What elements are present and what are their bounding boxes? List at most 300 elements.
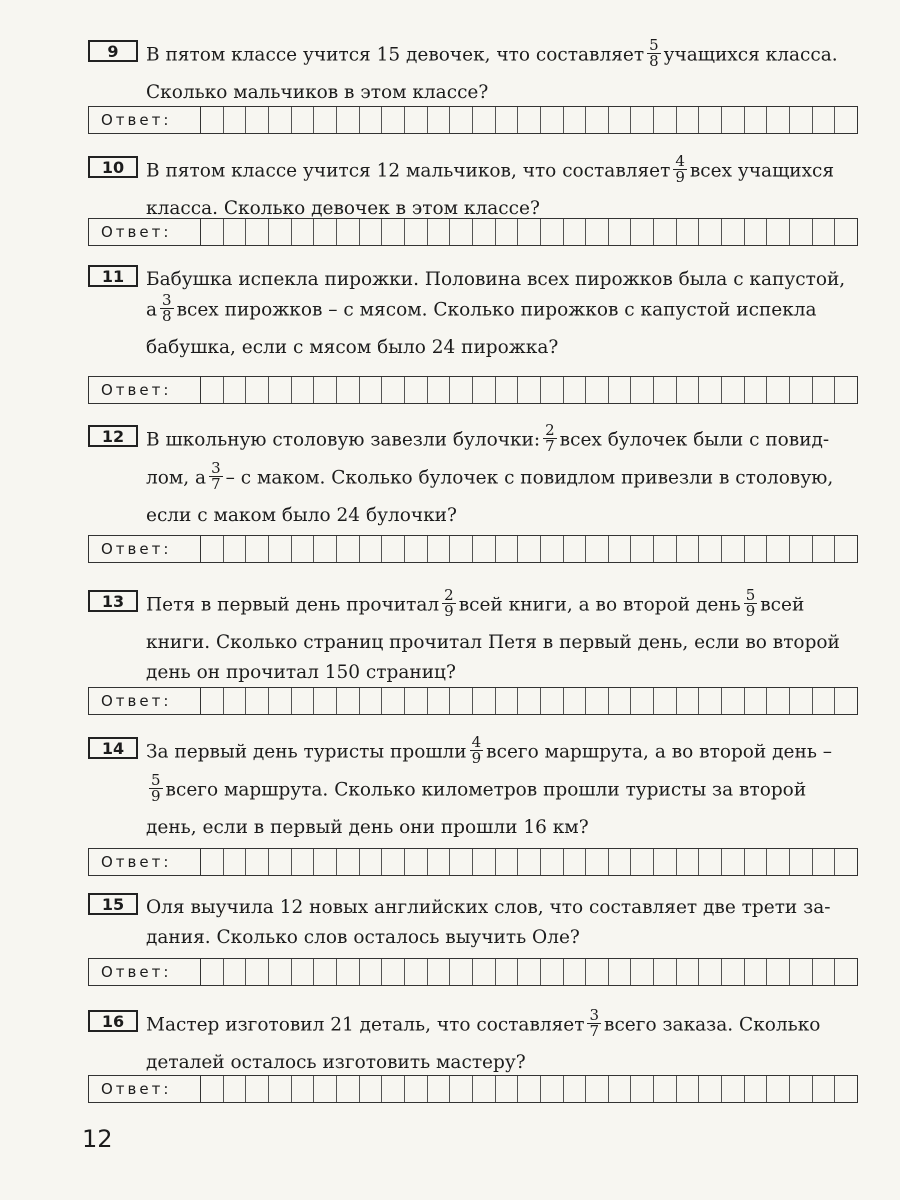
answer-cell[interactable] bbox=[745, 219, 768, 245]
problem-number: 10 bbox=[88, 156, 138, 178]
answer-cell[interactable] bbox=[269, 688, 292, 714]
answer-cell[interactable] bbox=[496, 219, 519, 245]
answer-cell[interactable] bbox=[360, 377, 383, 403]
problem-number: 14 bbox=[88, 737, 138, 759]
answer-cell[interactable] bbox=[246, 849, 269, 875]
fraction-denominator: 7 bbox=[211, 475, 221, 493]
answer-cell[interactable] bbox=[564, 219, 587, 245]
answer-cell[interactable] bbox=[790, 107, 813, 133]
answer-cell[interactable] bbox=[246, 377, 269, 403]
answer-cell[interactable] bbox=[292, 849, 315, 875]
text-segment: Бабушка испекла пирожки. Половина всех пирожков была с капустой, bbox=[146, 269, 846, 290]
answer-cell[interactable] bbox=[382, 1076, 405, 1102]
answer-cell[interactable] bbox=[699, 849, 722, 875]
answer-cell[interactable] bbox=[337, 219, 360, 245]
answer-cell[interactable] bbox=[745, 107, 768, 133]
answer-cell[interactable] bbox=[360, 849, 383, 875]
answer-cell[interactable] bbox=[518, 107, 541, 133]
answer-cell[interactable] bbox=[428, 377, 451, 403]
fraction-denominator: 9 bbox=[471, 749, 482, 767]
answer-cell[interactable] bbox=[382, 849, 405, 875]
answer-cell[interactable] bbox=[337, 377, 360, 403]
answer-cell[interactable] bbox=[609, 849, 632, 875]
answer-cell[interactable] bbox=[654, 219, 677, 245]
problem-text bbox=[146, 893, 863, 953]
answer-cell[interactable] bbox=[224, 849, 247, 875]
fraction-denominator: 8 bbox=[162, 307, 172, 325]
answer-cell[interactable] bbox=[450, 688, 473, 714]
answer-cell[interactable] bbox=[314, 688, 337, 714]
answer-cell[interactable] bbox=[541, 849, 564, 875]
answer-cell[interactable] bbox=[609, 536, 632, 562]
answer-cell[interactable] bbox=[314, 849, 337, 875]
fraction bbox=[673, 154, 687, 185]
answer-cell[interactable] bbox=[564, 849, 587, 875]
answer-cell[interactable] bbox=[631, 1076, 654, 1102]
problem-text-line bbox=[146, 893, 863, 923]
answer-cell[interactable] bbox=[586, 1076, 609, 1102]
answer-cell[interactable] bbox=[337, 536, 360, 562]
answer-cell[interactable] bbox=[496, 377, 519, 403]
answer-cell[interactable] bbox=[835, 688, 857, 714]
answer-cell[interactable] bbox=[699, 219, 722, 245]
answer-cell[interactable] bbox=[292, 219, 315, 245]
answer-label: Ответ: bbox=[89, 107, 201, 133]
answer-cell[interactable] bbox=[699, 688, 722, 714]
answer-cell[interactable] bbox=[586, 959, 609, 985]
answer-cell[interactable] bbox=[337, 1076, 360, 1102]
fraction bbox=[744, 588, 758, 619]
answer-cell[interactable] bbox=[269, 536, 292, 562]
answer-cell[interactable] bbox=[450, 849, 473, 875]
answer-cell[interactable] bbox=[269, 959, 292, 985]
answer-cell[interactable] bbox=[428, 1076, 451, 1102]
answer-cell[interactable] bbox=[314, 107, 337, 133]
problem-text-line bbox=[146, 78, 863, 108]
answer-cell[interactable] bbox=[405, 849, 428, 875]
answer-field-12[interactable] bbox=[88, 535, 858, 563]
answer-cells[interactable] bbox=[201, 107, 857, 133]
answer-cell[interactable] bbox=[246, 219, 269, 245]
answer-cell[interactable] bbox=[292, 536, 315, 562]
problem-number: 11 bbox=[88, 265, 138, 287]
problem-text-line bbox=[146, 152, 863, 194]
answer-cell[interactable] bbox=[473, 377, 496, 403]
answer-cell[interactable] bbox=[767, 536, 790, 562]
problem-text-line bbox=[146, 291, 863, 333]
answer-cell[interactable] bbox=[246, 107, 269, 133]
answer-cell[interactable] bbox=[496, 1076, 519, 1102]
text-segment: класса. Сколько девочек в этом классе? bbox=[146, 198, 540, 219]
answer-cell[interactable] bbox=[835, 1076, 857, 1102]
answer-cell[interactable] bbox=[631, 959, 654, 985]
answer-cell[interactable] bbox=[473, 849, 496, 875]
answer-cell[interactable] bbox=[745, 377, 768, 403]
answer-cell[interactable] bbox=[677, 849, 700, 875]
problem-text-line bbox=[146, 501, 863, 531]
problem-12 bbox=[88, 421, 863, 531]
fraction bbox=[442, 588, 456, 619]
answer-field-13[interactable] bbox=[88, 687, 858, 715]
answer-cell[interactable] bbox=[201, 377, 224, 403]
answer-cell[interactable] bbox=[631, 849, 654, 875]
answer-cell[interactable] bbox=[292, 688, 315, 714]
answer-cell[interactable] bbox=[405, 536, 428, 562]
answer-cell[interactable] bbox=[609, 959, 632, 985]
answer-cell[interactable] bbox=[745, 1076, 768, 1102]
answer-cells[interactable] bbox=[201, 849, 857, 875]
answer-cell[interactable] bbox=[496, 536, 519, 562]
answer-cell[interactable] bbox=[609, 1076, 632, 1102]
answer-cell[interactable] bbox=[224, 377, 247, 403]
answer-cell[interactable] bbox=[269, 219, 292, 245]
answer-cell[interactable] bbox=[541, 688, 564, 714]
answer-cell[interactable] bbox=[428, 536, 451, 562]
answer-cell[interactable] bbox=[224, 107, 247, 133]
answer-cells[interactable] bbox=[201, 536, 857, 562]
answer-cell[interactable] bbox=[360, 1076, 383, 1102]
answer-cell[interactable] bbox=[473, 1076, 496, 1102]
answer-cell[interactable] bbox=[677, 959, 700, 985]
answer-cell[interactable] bbox=[360, 688, 383, 714]
answer-cell[interactable] bbox=[201, 219, 224, 245]
answer-cell[interactable] bbox=[201, 849, 224, 875]
answer-cell[interactable] bbox=[337, 959, 360, 985]
answer-cell[interactable] bbox=[337, 688, 360, 714]
problem-10 bbox=[88, 152, 863, 224]
answer-cell[interactable] bbox=[699, 959, 722, 985]
answer-cell[interactable] bbox=[699, 536, 722, 562]
answer-cell[interactable] bbox=[314, 959, 337, 985]
fraction bbox=[470, 735, 484, 766]
answer-cell[interactable] bbox=[314, 536, 337, 562]
answer-cell[interactable] bbox=[631, 219, 654, 245]
answer-cell[interactable] bbox=[201, 688, 224, 714]
answer-cell[interactable] bbox=[609, 219, 632, 245]
answer-cell[interactable] bbox=[767, 219, 790, 245]
answer-cell[interactable] bbox=[382, 688, 405, 714]
answer-cell[interactable] bbox=[450, 377, 473, 403]
answer-cell[interactable] bbox=[405, 219, 428, 245]
problem-text-line bbox=[146, 771, 863, 813]
answer-cell[interactable] bbox=[745, 688, 768, 714]
answer-cell[interactable] bbox=[790, 959, 813, 985]
answer-cell[interactable] bbox=[722, 536, 745, 562]
answer-cell[interactable] bbox=[269, 377, 292, 403]
answer-cell[interactable] bbox=[767, 1076, 790, 1102]
answer-cell[interactable] bbox=[677, 1076, 700, 1102]
answer-cell[interactable] bbox=[541, 107, 564, 133]
answer-cell[interactable] bbox=[654, 377, 677, 403]
answer-cell[interactable] bbox=[699, 107, 722, 133]
answer-cell[interactable] bbox=[813, 1076, 836, 1102]
answer-cell[interactable] bbox=[654, 849, 677, 875]
answer-cell[interactable] bbox=[586, 536, 609, 562]
answer-cell[interactable] bbox=[224, 1076, 247, 1102]
answer-cell[interactable] bbox=[496, 849, 519, 875]
fraction bbox=[160, 293, 174, 324]
answer-cell[interactable] bbox=[541, 536, 564, 562]
answer-cell[interactable] bbox=[722, 377, 745, 403]
answer-cell[interactable] bbox=[654, 107, 677, 133]
fraction-denominator: 8 bbox=[649, 52, 659, 70]
answer-cell[interactable] bbox=[496, 688, 519, 714]
answer-cell[interactable] bbox=[292, 959, 315, 985]
answer-cell[interactable] bbox=[564, 536, 587, 562]
answer-cell[interactable] bbox=[677, 688, 700, 714]
answer-cell[interactable] bbox=[337, 849, 360, 875]
answer-cell[interactable] bbox=[586, 688, 609, 714]
text-segment: всей книги, а во второй день bbox=[458, 594, 741, 616]
fraction bbox=[587, 1008, 601, 1039]
answer-cell[interactable] bbox=[654, 536, 677, 562]
problem-15 bbox=[88, 893, 863, 953]
answer-cell[interactable] bbox=[564, 107, 587, 133]
answer-cell[interactable] bbox=[518, 219, 541, 245]
answer-field-11[interactable] bbox=[88, 376, 858, 404]
answer-cell[interactable] bbox=[790, 377, 813, 403]
answer-cell[interactable] bbox=[654, 959, 677, 985]
answer-cell[interactable] bbox=[631, 536, 654, 562]
answer-cell[interactable] bbox=[790, 688, 813, 714]
answer-cell[interactable] bbox=[677, 377, 700, 403]
answer-cell[interactable] bbox=[654, 1076, 677, 1102]
answer-cell[interactable] bbox=[360, 219, 383, 245]
answer-cell[interactable] bbox=[360, 107, 383, 133]
answer-cell[interactable] bbox=[246, 959, 269, 985]
answer-cell[interactable] bbox=[473, 959, 496, 985]
answer-cell[interactable] bbox=[813, 107, 836, 133]
answer-cell[interactable] bbox=[224, 688, 247, 714]
answer-cell[interactable] bbox=[767, 688, 790, 714]
problem-text bbox=[146, 586, 863, 688]
answer-cell[interactable] bbox=[224, 219, 247, 245]
answer-cell[interactable] bbox=[745, 959, 768, 985]
fraction bbox=[209, 461, 223, 492]
answer-cell[interactable] bbox=[201, 1076, 224, 1102]
answer-cell[interactable] bbox=[677, 107, 700, 133]
answer-cell[interactable] bbox=[722, 959, 745, 985]
answer-cells[interactable] bbox=[201, 1076, 857, 1102]
answer-cell[interactable] bbox=[722, 219, 745, 245]
answer-field-15[interactable] bbox=[88, 958, 858, 986]
answer-cell[interactable] bbox=[314, 377, 337, 403]
answer-cell[interactable] bbox=[405, 959, 428, 985]
answer-cell[interactable] bbox=[518, 688, 541, 714]
answer-cell[interactable] bbox=[631, 688, 654, 714]
answer-cells[interactable] bbox=[201, 688, 857, 714]
answer-cell[interactable] bbox=[246, 536, 269, 562]
answer-cell[interactable] bbox=[767, 849, 790, 875]
answer-cell[interactable] bbox=[835, 377, 857, 403]
answer-cell[interactable] bbox=[428, 107, 451, 133]
answer-field-10[interactable] bbox=[88, 218, 858, 246]
problem-14 bbox=[88, 733, 863, 843]
answer-cell[interactable] bbox=[450, 959, 473, 985]
answer-cell[interactable] bbox=[428, 688, 451, 714]
answer-cell[interactable] bbox=[518, 536, 541, 562]
text-segment: За первый день туристы прошли bbox=[146, 741, 467, 763]
answer-cell[interactable] bbox=[586, 107, 609, 133]
text-segment: всех учащихся bbox=[689, 160, 835, 182]
problem-text-line bbox=[146, 421, 863, 463]
answer-cell[interactable] bbox=[201, 107, 224, 133]
answer-cell[interactable] bbox=[835, 219, 857, 245]
answer-cell[interactable] bbox=[699, 1076, 722, 1102]
answer-cell[interactable] bbox=[292, 1076, 315, 1102]
answer-cell[interactable] bbox=[813, 536, 836, 562]
answer-cell[interactable] bbox=[405, 377, 428, 403]
answer-cell[interactable] bbox=[201, 959, 224, 985]
answer-cell[interactable] bbox=[677, 219, 700, 245]
answer-cell[interactable] bbox=[224, 536, 247, 562]
fraction-denominator: 9 bbox=[675, 168, 685, 186]
answer-cell[interactable] bbox=[246, 1076, 269, 1102]
answer-cell[interactable] bbox=[292, 107, 315, 133]
answer-cell[interactable] bbox=[609, 107, 632, 133]
answer-cell[interactable] bbox=[518, 1076, 541, 1102]
answer-cell[interactable] bbox=[450, 536, 473, 562]
answer-cell[interactable] bbox=[813, 849, 836, 875]
answer-cell[interactable] bbox=[631, 107, 654, 133]
answer-cell[interactable] bbox=[654, 688, 677, 714]
answer-cell[interactable] bbox=[790, 1076, 813, 1102]
answer-cell[interactable] bbox=[518, 377, 541, 403]
problem-text-line bbox=[146, 459, 863, 501]
answer-cell[interactable] bbox=[609, 377, 632, 403]
answer-cell[interactable] bbox=[450, 1076, 473, 1102]
answer-cell[interactable] bbox=[382, 959, 405, 985]
answer-cell[interactable] bbox=[722, 107, 745, 133]
text-segment: всего заказа. Сколько bbox=[604, 1014, 821, 1036]
answer-cells[interactable] bbox=[201, 959, 857, 985]
answer-cell[interactable] bbox=[405, 688, 428, 714]
answer-cell[interactable] bbox=[473, 688, 496, 714]
answer-cell[interactable] bbox=[722, 1076, 745, 1102]
answer-cell[interactable] bbox=[564, 688, 587, 714]
answer-cells[interactable] bbox=[201, 377, 857, 403]
fraction-numerator: 3 bbox=[162, 291, 172, 309]
answer-cell[interactable] bbox=[835, 959, 857, 985]
answer-label: Ответ: bbox=[89, 1076, 201, 1102]
answer-cell[interactable] bbox=[496, 959, 519, 985]
answer-cell[interactable] bbox=[586, 849, 609, 875]
text-segment: учащихся класса. bbox=[663, 44, 838, 66]
answer-cell[interactable] bbox=[813, 688, 836, 714]
answer-cell[interactable] bbox=[428, 959, 451, 985]
answer-cell[interactable] bbox=[631, 377, 654, 403]
answer-field-14[interactable] bbox=[88, 848, 858, 876]
answer-label: Ответ: bbox=[89, 688, 201, 714]
answer-cell[interactable] bbox=[767, 107, 790, 133]
answer-cell[interactable] bbox=[835, 107, 857, 133]
answer-cell[interactable] bbox=[699, 377, 722, 403]
answer-cell[interactable] bbox=[473, 107, 496, 133]
answer-cell[interactable] bbox=[428, 219, 451, 245]
problem-text-line bbox=[146, 923, 863, 953]
answer-cell[interactable] bbox=[835, 849, 857, 875]
answer-cell[interactable] bbox=[473, 219, 496, 245]
answer-label: Ответ: bbox=[89, 959, 201, 985]
answer-cell[interactable] bbox=[496, 107, 519, 133]
answer-cell[interactable] bbox=[405, 107, 428, 133]
answer-cell[interactable] bbox=[382, 377, 405, 403]
answer-cell[interactable] bbox=[722, 849, 745, 875]
answer-cell[interactable] bbox=[246, 688, 269, 714]
answer-cell[interactable] bbox=[564, 959, 587, 985]
answer-cell[interactable] bbox=[541, 377, 564, 403]
answer-cell[interactable] bbox=[813, 377, 836, 403]
answer-cell[interactable] bbox=[609, 688, 632, 714]
answer-cell[interactable] bbox=[473, 536, 496, 562]
answer-cell[interactable] bbox=[360, 959, 383, 985]
answer-cell[interactable] bbox=[337, 107, 360, 133]
problem-text-line bbox=[146, 333, 863, 363]
answer-cell[interactable] bbox=[835, 536, 857, 562]
answer-cell[interactable] bbox=[428, 849, 451, 875]
answer-cell[interactable] bbox=[224, 959, 247, 985]
answer-cell[interactable] bbox=[382, 219, 405, 245]
fraction-denominator: 7 bbox=[545, 437, 555, 455]
answer-cell[interactable] bbox=[586, 377, 609, 403]
answer-label: Ответ: bbox=[89, 849, 201, 875]
answer-cell[interactable] bbox=[518, 849, 541, 875]
answer-cell[interactable] bbox=[201, 536, 224, 562]
answer-cell[interactable] bbox=[767, 959, 790, 985]
answer-cell[interactable] bbox=[541, 959, 564, 985]
answer-cell[interactable] bbox=[314, 219, 337, 245]
answer-cell[interactable] bbox=[790, 536, 813, 562]
text-segment: книги. Сколько страниц прочитал Петя в первый день, если во второй bbox=[146, 632, 840, 653]
answer-cell[interactable] bbox=[269, 1076, 292, 1102]
answer-field-16[interactable] bbox=[88, 1075, 858, 1103]
answer-cell[interactable] bbox=[767, 377, 790, 403]
answer-cell[interactable] bbox=[564, 1076, 587, 1102]
answer-cells[interactable] bbox=[201, 219, 857, 245]
answer-cell[interactable] bbox=[813, 959, 836, 985]
answer-cell[interactable] bbox=[813, 219, 836, 245]
answer-cell[interactable] bbox=[677, 536, 700, 562]
problem-text bbox=[146, 733, 863, 843]
answer-cell[interactable] bbox=[269, 849, 292, 875]
answer-cell[interactable] bbox=[790, 219, 813, 245]
text-segment: день, если в первый день они прошли 16 км? bbox=[146, 817, 589, 838]
answer-cell[interactable] bbox=[405, 1076, 428, 1102]
answer-cell[interactable] bbox=[450, 219, 473, 245]
answer-cell[interactable] bbox=[269, 107, 292, 133]
answer-cell[interactable] bbox=[382, 107, 405, 133]
answer-cell[interactable] bbox=[586, 219, 609, 245]
answer-cell[interactable] bbox=[745, 849, 768, 875]
answer-cell[interactable] bbox=[518, 959, 541, 985]
answer-cell[interactable] bbox=[745, 536, 768, 562]
fraction-denominator: 9 bbox=[151, 787, 161, 805]
problem-text-line bbox=[146, 1006, 863, 1048]
problem-13 bbox=[88, 586, 863, 688]
answer-cell[interactable] bbox=[790, 849, 813, 875]
answer-cell[interactable] bbox=[382, 536, 405, 562]
answer-cell[interactable] bbox=[722, 688, 745, 714]
answer-cell[interactable] bbox=[541, 1076, 564, 1102]
answer-cell[interactable] bbox=[541, 219, 564, 245]
answer-field-9[interactable] bbox=[88, 106, 858, 134]
fraction-numerator: 4 bbox=[675, 152, 685, 170]
answer-cell[interactable] bbox=[450, 107, 473, 133]
answer-cell[interactable] bbox=[314, 1076, 337, 1102]
answer-cell[interactable] bbox=[564, 377, 587, 403]
answer-cell[interactable] bbox=[360, 536, 383, 562]
answer-cell[interactable] bbox=[292, 377, 315, 403]
